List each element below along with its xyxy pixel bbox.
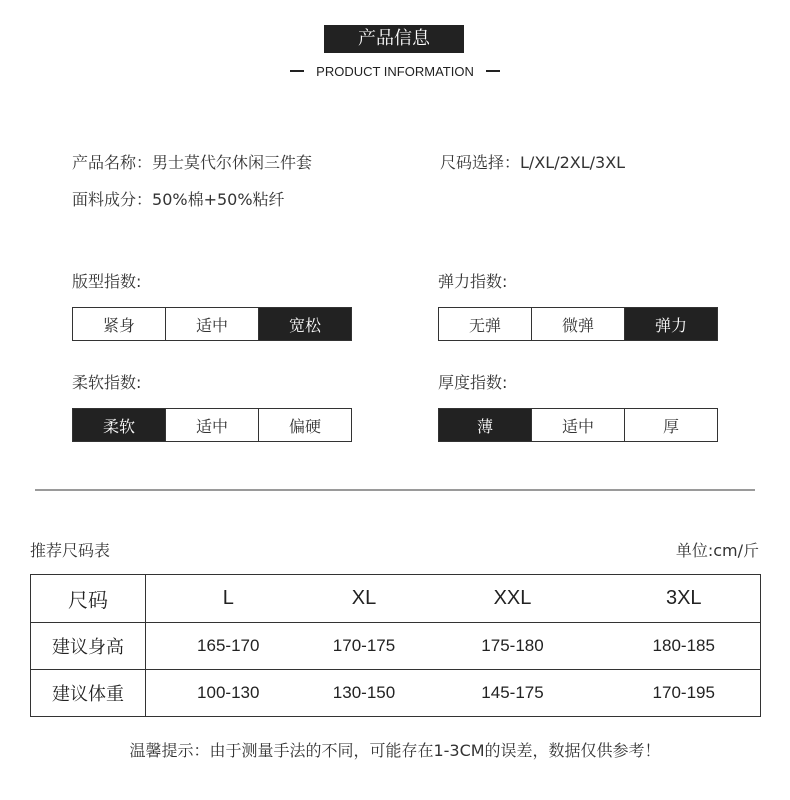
softness-index-label: 柔软指数: xyxy=(72,373,142,392)
thickness-option-thin: 薄 xyxy=(439,409,532,441)
table-row xyxy=(31,623,761,670)
table-row xyxy=(31,670,761,717)
table-cell: 170-195 xyxy=(608,670,761,717)
page-subtitle xyxy=(290,61,500,81)
table-cell: 180-185 xyxy=(608,623,761,670)
subtitle-dash-left xyxy=(290,70,304,72)
table-header-cell: 尺码 xyxy=(31,575,146,623)
elasticity-index-scale xyxy=(438,307,718,341)
product-name-label: 产品名称： xyxy=(72,153,153,172)
size-table-unit: 单位:cm/斤 xyxy=(675,541,759,560)
fit-index-label: 版型指数: xyxy=(72,272,142,291)
table-header-cell: XL xyxy=(311,575,418,623)
elasticity-option-slight: 微弹 xyxy=(532,308,625,340)
table-header-row xyxy=(31,575,761,623)
product-name-value: 男士莫代尔休闲三件套 xyxy=(152,153,313,172)
table-cell: 145-175 xyxy=(418,670,608,717)
fit-option-tight: 紧身 xyxy=(73,308,166,340)
measurement-note: 温馨提示：由于测量手法的不同，可能存在1-3CM的误差，数据仅供参考！ xyxy=(129,741,661,760)
softness-option-regular: 适中 xyxy=(166,409,259,441)
section-divider xyxy=(35,489,755,491)
elasticity-option-stretch: 弹力 xyxy=(625,308,717,340)
softness-index-scale xyxy=(72,408,352,442)
fabric-value: 50%棉+50%粘纤 xyxy=(152,190,285,209)
thickness-option-regular: 适中 xyxy=(532,409,625,441)
table-cell: 170-175 xyxy=(311,623,418,670)
fit-option-regular: 适中 xyxy=(166,308,259,340)
table-header-cell: XXL xyxy=(418,575,608,623)
fabric-line xyxy=(72,189,285,211)
size-choice-value: L/XL/2XL/3XL xyxy=(520,153,626,172)
table-header-cell: L xyxy=(146,575,311,623)
softness-option-stiff: 偏硬 xyxy=(259,409,351,441)
thickness-option-thick: 厚 xyxy=(625,409,717,441)
size-choice-label: 尺码选择： xyxy=(440,153,521,172)
product-name-line xyxy=(72,152,312,174)
softness-option-soft: 柔软 xyxy=(73,409,166,441)
elasticity-option-none: 无弹 xyxy=(439,308,532,340)
table-row-header: 建议体重 xyxy=(31,670,146,717)
thickness-index-label: 厚度指数: xyxy=(438,373,508,392)
table-cell: 165-170 xyxy=(146,623,311,670)
subtitle-dash-right xyxy=(486,70,500,72)
size-table-title: 推荐尺码表 xyxy=(30,541,111,560)
table-row-header: 建议身高 xyxy=(31,623,146,670)
table-cell: 130-150 xyxy=(311,670,418,717)
fabric-label: 面料成分： xyxy=(72,190,153,209)
size-choice-line xyxy=(440,152,625,174)
fit-option-loose: 宽松 xyxy=(259,308,351,340)
elasticity-index-label: 弹力指数: xyxy=(438,272,508,291)
thickness-index-scale xyxy=(438,408,718,442)
fit-index-scale xyxy=(72,307,352,341)
table-cell: 175-180 xyxy=(418,623,608,670)
subtitle-text: PRODUCT INFORMATION xyxy=(316,63,474,79)
size-table xyxy=(30,574,761,717)
table-header-cell: 3XL xyxy=(608,575,761,623)
page-title: 产品信息 xyxy=(324,25,464,53)
table-cell: 100-130 xyxy=(146,670,311,717)
